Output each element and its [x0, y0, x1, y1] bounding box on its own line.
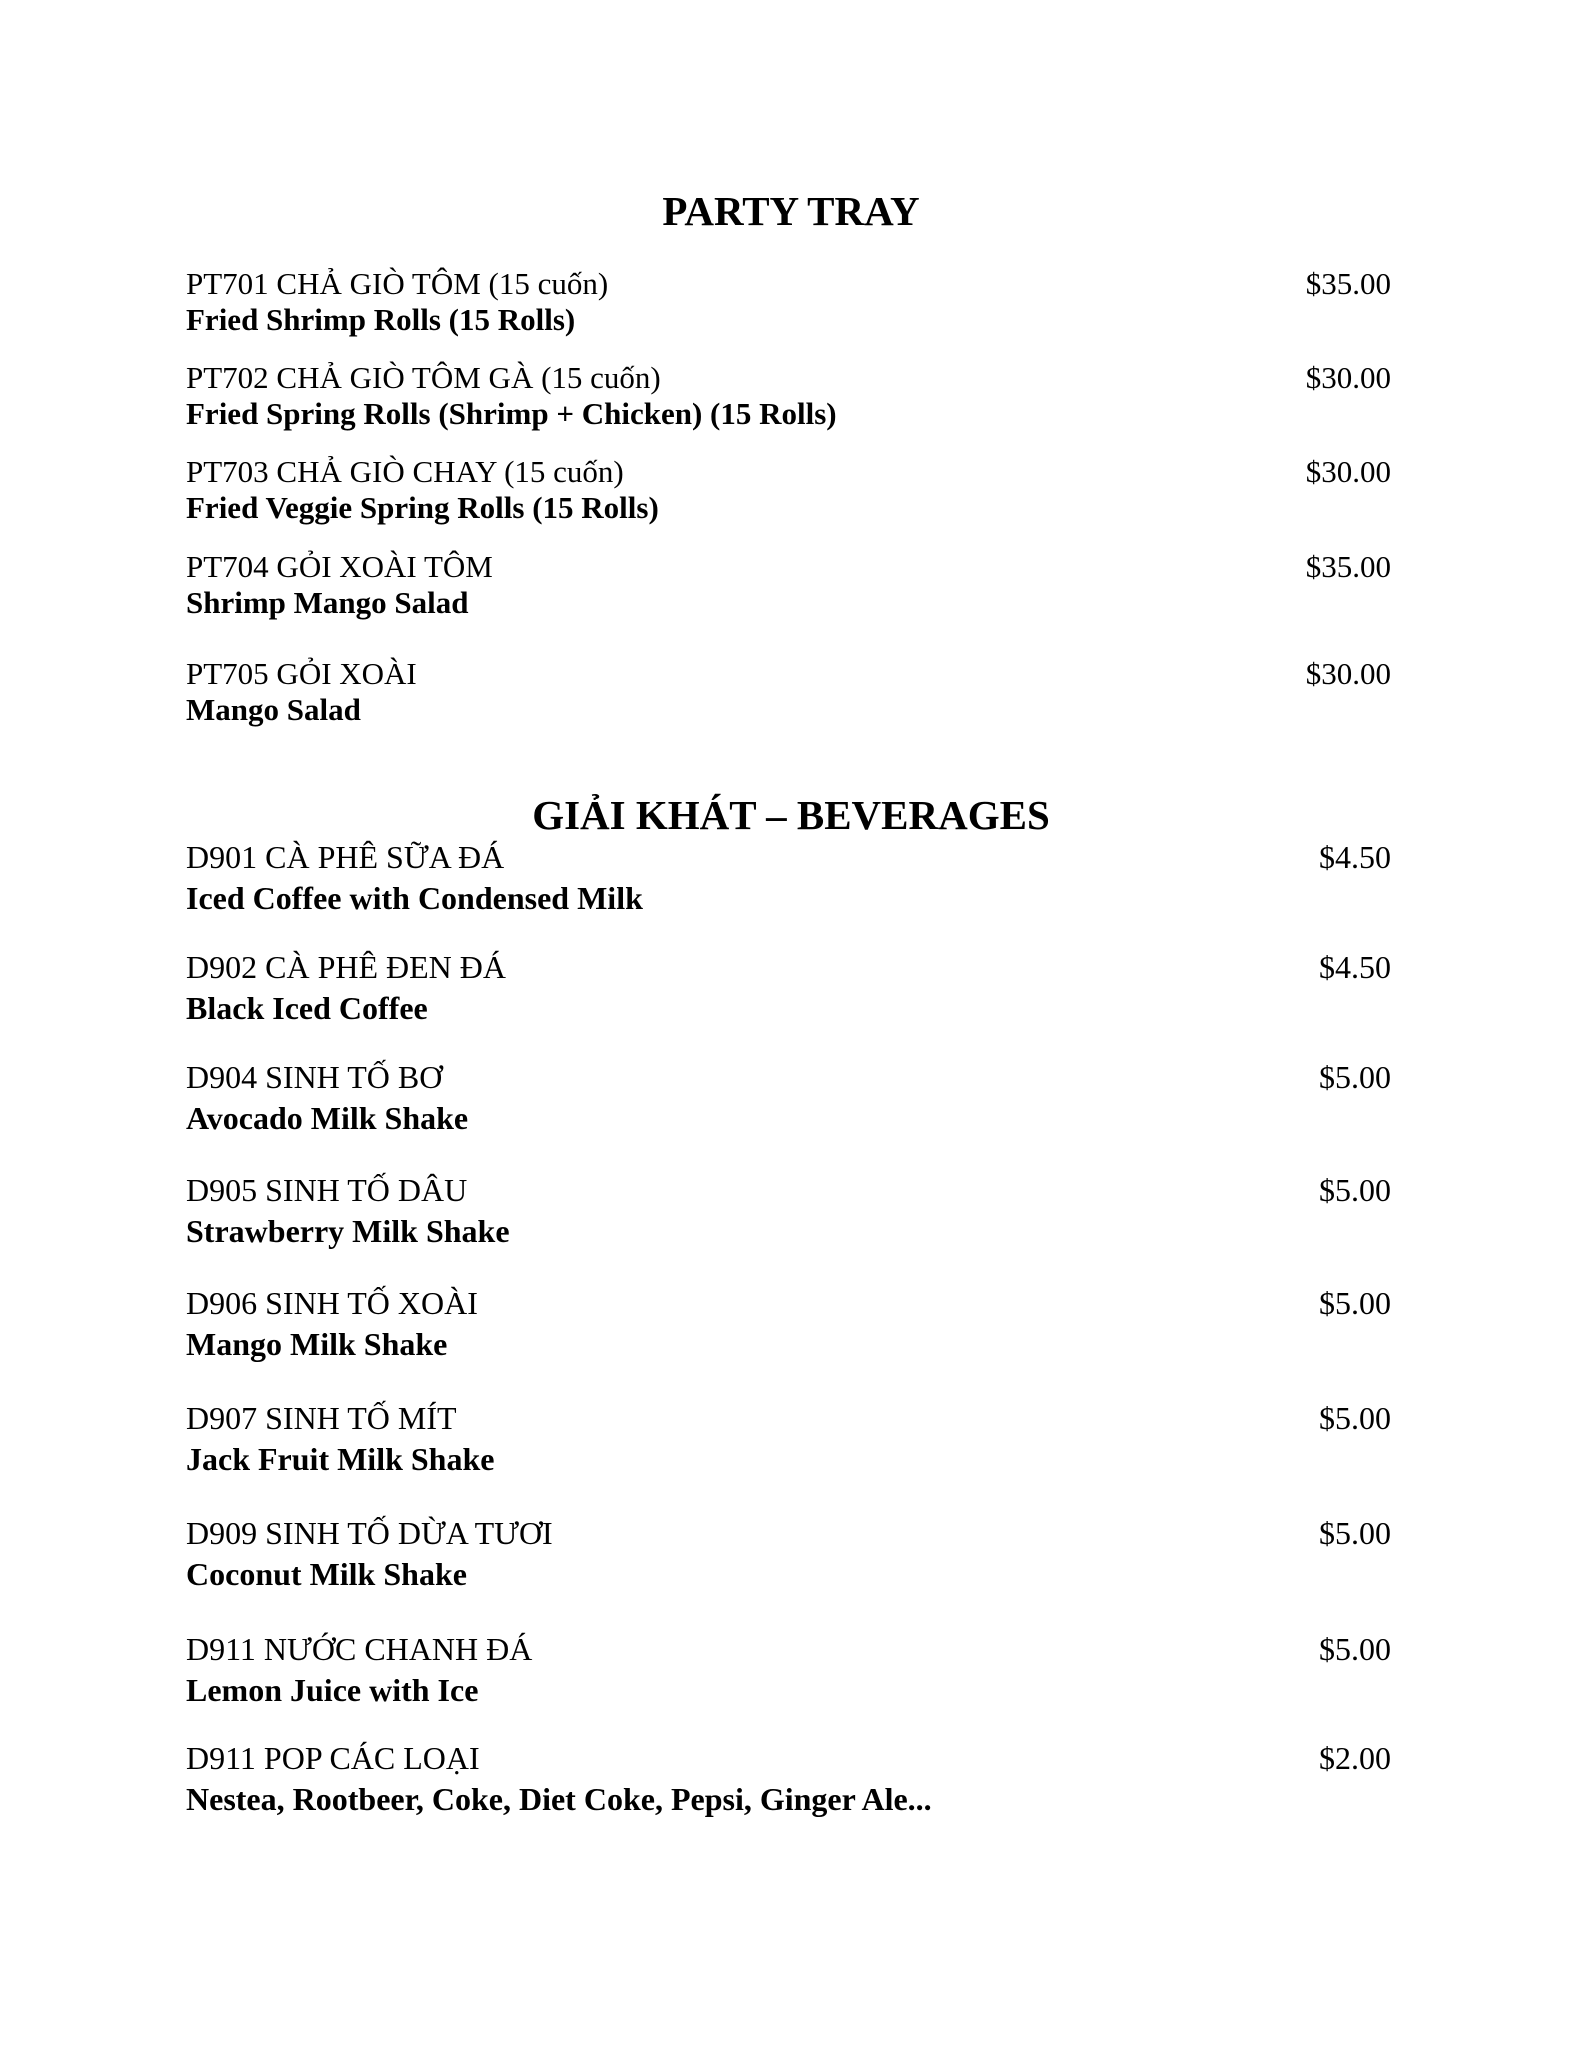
menu-item-pt703 [186, 454, 1391, 526]
menu-item-pt701 [186, 266, 1391, 338]
item-description: Coconut Milk Shake [186, 1556, 467, 1592]
menu-item-d905 [186, 1171, 1391, 1250]
menu-item-d909 [186, 1514, 1391, 1593]
menu-item-d901 [186, 838, 1391, 917]
item-name: D907 SINH TỐ MÍT [186, 1400, 457, 1436]
menu-item-d906 [186, 1284, 1391, 1363]
item-description: Strawberry Milk Shake [186, 1213, 510, 1249]
menu-item-d911-lemon [186, 1630, 1391, 1709]
item-description: Shrimp Mango Salad [186, 585, 469, 620]
item-price: $5.00 [1319, 1400, 1391, 1436]
item-price: $5.00 [1319, 1631, 1391, 1667]
item-price: $2.00 [1319, 1740, 1391, 1776]
item-description: Fried Veggie Spring Rolls (15 Rolls) [186, 490, 659, 525]
item-description: Mango Milk Shake [186, 1326, 448, 1362]
menu-item-pt704 [186, 549, 1391, 621]
item-description: Fried Spring Rolls (Shrimp + Chicken) (15 Rolls) [186, 396, 837, 431]
item-price: $30.00 [1305, 360, 1391, 395]
menu-item-d902 [186, 948, 1391, 1027]
party-tray-title: PARTY TRAY [662, 188, 920, 234]
item-price: $35.00 [1305, 549, 1391, 584]
beverages-title: GIẢI KHÁT – BEVERAGES [532, 792, 1050, 838]
item-price: $4.50 [1319, 949, 1391, 985]
item-name: D901 CÀ PHÊ SỮA ĐÁ [186, 839, 505, 875]
menu-item-pt702 [186, 360, 1391, 432]
item-description: Lemon Juice with Ice [186, 1672, 479, 1708]
menu-item-pt705 [186, 656, 1391, 728]
item-name: D904 SINH TỐ BƠ [186, 1059, 443, 1095]
item-name: PT701 CHẢ GIÒ TÔM (15 cuốn) [186, 266, 609, 301]
menu-item-d911-pop [186, 1739, 1391, 1818]
item-name: D905 SINH TỐ DÂU [186, 1172, 468, 1208]
item-description: Mango Salad [186, 692, 361, 727]
item-name: D909 SINH TỐ DỪA TƯƠI [186, 1515, 553, 1551]
item-name: D902 CÀ PHÊ ĐEN ĐÁ [186, 949, 506, 985]
item-name: PT705 GỎI XOÀI [186, 656, 417, 691]
item-description: Iced Coffee with Condensed Milk [186, 880, 643, 916]
item-name: D911 POP CÁC LOẠI [186, 1740, 480, 1776]
item-name: PT703 CHẢ GIÒ CHAY (15 cuốn) [186, 454, 624, 489]
item-price: $30.00 [1305, 656, 1391, 691]
item-price: $5.00 [1319, 1172, 1391, 1208]
item-price: $5.00 [1319, 1515, 1391, 1551]
item-description: Black Iced Coffee [186, 990, 428, 1026]
item-price: $30.00 [1305, 454, 1391, 489]
item-name: PT704 GỎI XOÀI TÔM [186, 549, 493, 584]
item-price: $5.00 [1319, 1059, 1391, 1095]
item-description: Avocado Milk Shake [186, 1100, 469, 1136]
item-name: D911 NƯỚC CHANH ĐÁ [186, 1631, 533, 1667]
menu-item-d907 [186, 1399, 1391, 1478]
menu-item-d904 [186, 1058, 1391, 1137]
item-price: $35.00 [1305, 266, 1391, 301]
item-description: Nestea, Rootbeer, Coke, Diet Coke, Pepsi, Ginger Ale... [186, 1781, 932, 1817]
item-name: D906 SINH TỐ XOÀI [186, 1285, 478, 1321]
item-description: Fried Shrimp Rolls (15 Rolls) [186, 302, 576, 337]
item-price: $4.50 [1319, 839, 1391, 875]
item-name: PT702 CHẢ GIÒ TÔM GÀ (15 cuốn) [186, 360, 661, 395]
item-price: $5.00 [1319, 1285, 1391, 1321]
item-description: Jack Fruit Milk Shake [186, 1441, 495, 1477]
